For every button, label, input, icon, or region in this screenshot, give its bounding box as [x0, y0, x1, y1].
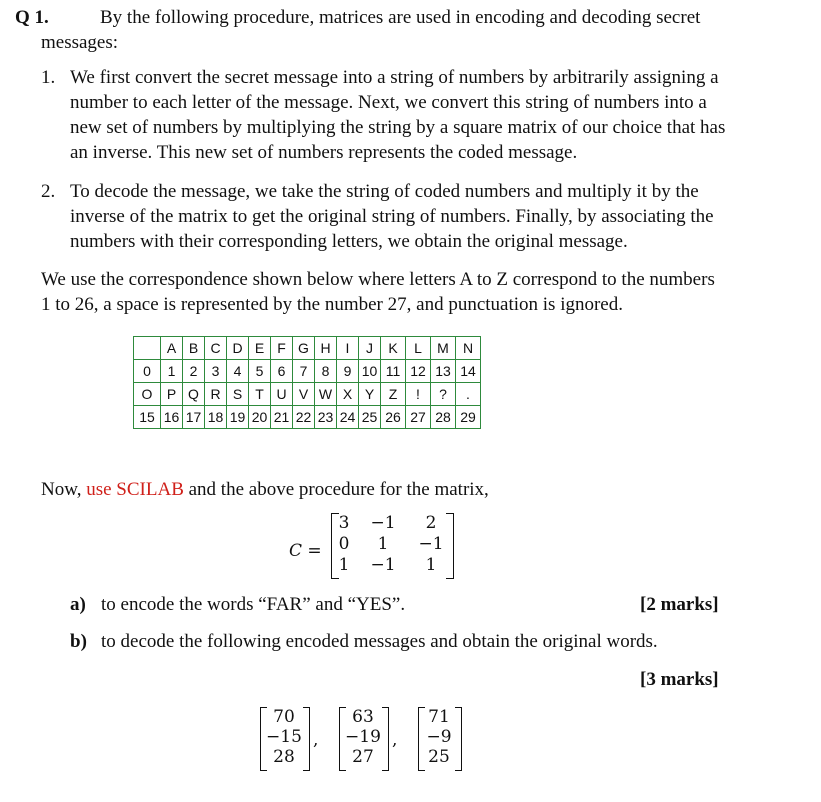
now-pre: Now,	[41, 479, 87, 500]
vector-right-bracket	[382, 707, 389, 771]
part-b-marks: [3 marks]	[640, 669, 719, 690]
vector-cell: 70	[273, 707, 295, 727]
step-1-line: an inverse. This new set of numbers represents the coded message.	[70, 142, 578, 163]
matrix-cell: −1	[370, 555, 396, 575]
step-2-line: To decode the message, we take the string of coded numbers and multiply it by the	[70, 181, 699, 202]
correspondence-line-1: We use the correspondence shown below where letters A to Z correspond to the numbers	[41, 269, 715, 290]
table-row	[134, 360, 481, 383]
table-cell: 13	[431, 360, 456, 383]
table-cell: 14	[456, 360, 481, 383]
table-cell: L	[406, 337, 431, 360]
step-1-line: We first convert the secret message into a string of numbers by arbitrarily assigning a	[70, 67, 719, 88]
table-row	[134, 383, 481, 406]
table-cell: Z	[381, 383, 406, 406]
table-cell: 0	[134, 360, 161, 383]
table-cell: ?	[431, 383, 456, 406]
table-cell: T	[249, 383, 271, 406]
matrix-cell: 3	[338, 513, 350, 533]
table-cell: 27	[406, 406, 431, 429]
table-cell: U	[271, 383, 293, 406]
table-cell: M	[431, 337, 456, 360]
table-cell: 17	[183, 406, 205, 429]
table-cell: 3	[205, 360, 227, 383]
encoded-vector-1	[264, 707, 304, 769]
step-1-number: 1.	[41, 67, 56, 88]
table-cell: K	[381, 337, 406, 360]
table-cell: 23	[315, 406, 337, 429]
table-cell: E	[249, 337, 271, 360]
part-a-text: to encode the words “FAR” and “YES”.	[101, 594, 406, 615]
step-2-line: numbers with their corresponding letters, we obtain the original message.	[70, 231, 628, 252]
question-number: Q 1.	[15, 7, 49, 28]
table-cell: 11	[381, 360, 406, 383]
part-b-label: b)	[70, 631, 87, 652]
table-cell: 16	[161, 406, 183, 429]
table-cell: F	[271, 337, 293, 360]
table-cell: 1	[161, 360, 183, 383]
matrix-cell: −1	[370, 513, 396, 533]
vector-cell: 63	[352, 707, 374, 727]
table-cell: B	[183, 337, 205, 360]
part-b-text: to decode the following encoded messages and obtain the original words.	[101, 631, 658, 652]
matrix-cell: 1	[377, 534, 389, 554]
intro-line-1: By the following procedure, matrices are used in encoding and decoding secret	[100, 7, 701, 28]
table-cell: J	[359, 337, 381, 360]
table-row	[134, 337, 481, 360]
matrix-c	[336, 513, 446, 577]
table-cell: 8	[315, 360, 337, 383]
table-cell: D	[227, 337, 249, 360]
vector-cell: −19	[345, 727, 381, 747]
table-cell: C	[205, 337, 227, 360]
vector-cell: −15	[266, 727, 302, 747]
now-line	[41, 478, 489, 502]
vector-cell: 27	[352, 747, 374, 767]
step-2-line: inverse of the matrix to get the original string of numbers. Finally, by associating the	[70, 206, 714, 227]
encoded-vector-3	[421, 707, 457, 769]
table-cell: W	[315, 383, 337, 406]
table-cell: 19	[227, 406, 249, 429]
table-cell: A	[161, 337, 183, 360]
step-1-line: number to each letter of the message. Next, we convert this string of numbers into a	[70, 92, 707, 113]
table-cell: 6	[271, 360, 293, 383]
table-cell: 22	[293, 406, 315, 429]
matrix-label-c: C	[289, 541, 303, 561]
part-a-marks: [2 marks]	[640, 594, 719, 615]
table-cell: Q	[183, 383, 205, 406]
table-cell: 24	[337, 406, 359, 429]
matrix-cell: 0	[338, 534, 350, 554]
table-cell: 28	[431, 406, 456, 429]
matrix-cell: 1	[425, 555, 437, 575]
table-cell: G	[293, 337, 315, 360]
vector-cell: 71	[428, 707, 450, 727]
part-a-label: a)	[70, 594, 86, 615]
matrix-cell: 1	[338, 555, 350, 575]
vector-separator: ,	[313, 730, 319, 750]
table-cell: !	[406, 383, 431, 406]
matrix-cell: 2	[425, 513, 437, 533]
matrix-label	[289, 539, 322, 563]
table-cell: R	[205, 383, 227, 406]
now-post: and the above procedure for the matrix,	[183, 479, 489, 500]
table-cell: V	[293, 383, 315, 406]
table-cell	[134, 337, 161, 360]
table-cell: 21	[271, 406, 293, 429]
matrix-equals: =	[307, 541, 322, 561]
step-1-line: new set of numbers by multiplying the string by a square matrix of our choice that has	[70, 117, 726, 138]
table-cell: .	[456, 383, 481, 406]
table-cell: P	[161, 383, 183, 406]
table-cell: 15	[134, 406, 161, 429]
table-cell: H	[315, 337, 337, 360]
vector-cell: 28	[273, 747, 295, 767]
table-cell: 26	[381, 406, 406, 429]
table-cell: 7	[293, 360, 315, 383]
table-cell: 25	[359, 406, 381, 429]
table-cell: I	[337, 337, 359, 360]
vector-separator: ,	[392, 730, 398, 750]
table-cell: 29	[456, 406, 481, 429]
step-2-number: 2.	[41, 181, 56, 202]
table-cell: 4	[227, 360, 249, 383]
table-cell: N	[456, 337, 481, 360]
vector-cell: −9	[426, 727, 452, 747]
table-cell: 12	[406, 360, 431, 383]
table-cell: 2	[183, 360, 205, 383]
table-cell: 5	[249, 360, 271, 383]
table-cell: O	[134, 383, 161, 406]
intro-line-2: messages:	[41, 32, 119, 53]
table-cell: 10	[359, 360, 381, 383]
matrix-cell: −1	[418, 534, 444, 554]
correspondence-line-2: 1 to 26, a space is represented by the number 27, and punctuation is ignored.	[41, 294, 623, 315]
table-cell: 20	[249, 406, 271, 429]
table-cell: 9	[337, 360, 359, 383]
scilab-highlight: use SCILAB	[86, 479, 184, 500]
vector-right-bracket	[303, 707, 310, 771]
table-cell: 18	[205, 406, 227, 429]
correspondence-table	[133, 336, 481, 429]
encoded-vector-2	[343, 707, 383, 769]
table-row	[134, 406, 481, 429]
vector-cell: 25	[428, 747, 450, 767]
table-cell: Y	[359, 383, 381, 406]
matrix-right-bracket	[446, 513, 454, 579]
table-cell: X	[337, 383, 359, 406]
table-cell: S	[227, 383, 249, 406]
